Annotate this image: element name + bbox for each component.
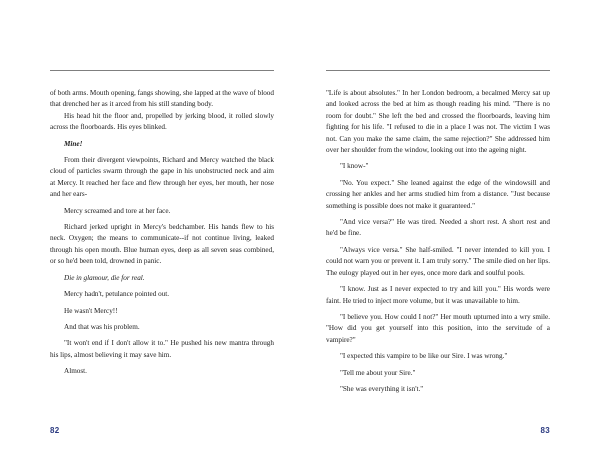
paragraph-emphasis: Mine! — [64, 139, 83, 148]
paragraph: "No. You expect." She leaned against the edge of the windowsill and crossing her ankles and her arms studied him from a distance. "Just because something is possible does not make it guaranteed." — [326, 178, 550, 210]
paragraph: Mercy screamed and tore at her face. — [64, 206, 171, 215]
paragraph: Richard jerked upright in Mercy's bedchamber. His hands flew to his neck. Oxygen; the means to communicate--if not continue living, leaked through his open mouth. Blue human eyes, deep as all seven seas combined, or so he'd been told, drowned in panic. — [50, 223, 274, 266]
paragraph: From their divergent viewpoints, Richard and Mercy watched the black cloud of particles swarm through the gape in his unobstructed neck and aim at Mercy. It reached her face and flew through her eyes, her mouth, her nose and her ears- — [50, 156, 274, 199]
body-text-left — [50, 88, 274, 378]
paragraph: "I expected this vampire to be like our Sire. I was wrong." — [340, 352, 508, 361]
paragraph: "I know. Just as I never expected to try and kill you." His words were faint. He tried to inject more volume, but it was unavailable to him. — [326, 285, 550, 305]
paragraph: "I know-" — [340, 162, 369, 171]
page-rule-right — [326, 70, 550, 71]
paragraph: "And vice versa?" He was tired. Needed a short rest. A short rest and he'd be fine. — [326, 218, 550, 238]
paragraph: Almost. — [64, 367, 87, 376]
paragraph: And that was his problem. — [64, 322, 140, 331]
paragraph: "Life is about absolutes." In her London bedroom, a becalmed Mercy sat up and looked across the bed at him as though reading his mind. "There is no room for doubt." She left the bed and crossed the floorboards, leaving him fighting for his life. "I refused to die in a place I was not. The victim I was not. Can you make the same claim, the same rejection?" She addressed him over her shoulder from the window, looking out into the ageing night. — [326, 89, 550, 155]
page-number-right: 83 — [540, 426, 550, 435]
paragraph: "Always vice versa." She half-smiled. "I never intended to kill you. I could not warn you or prevent it. I am truly sorry." The smile died on her lips. The eulogy played out in her eyes, once more dark and soulful pools. — [326, 245, 550, 277]
paragraph: "Tell me about your Sire." — [340, 368, 416, 377]
paragraph: His head hit the floor and, propelled by jerking blood, it rolled slowly across the floorboards. His eyes blinked. — [50, 111, 274, 132]
body-text-right — [326, 88, 550, 395]
paragraph: Mercy hadn't, petulance pointed out. — [64, 290, 170, 299]
paragraph: "She was everything it isn't." — [340, 384, 424, 393]
paragraph: of both arms. Mouth opening, fangs showing, she lapped at the wave of blood that drenched her as it arced from his still standing body. — [50, 89, 274, 109]
paragraph: "It won't end if I don't allow it to." He pushed his new mantra through his lips, almost believing it may save him. — [50, 339, 274, 359]
page-right — [300, 0, 600, 463]
paragraph: "I believe you. How could I not?" Her mouth upturned into a wry smile. "How did you get yourself into this position, into the servitude of a vampire?" — [326, 312, 550, 344]
page-rule-left — [50, 70, 274, 71]
paragraph: He wasn't Mercy!! — [64, 306, 118, 315]
page-number-left: 82 — [50, 426, 60, 435]
paragraph-italic: Die in glamour, die for real. — [64, 273, 145, 282]
